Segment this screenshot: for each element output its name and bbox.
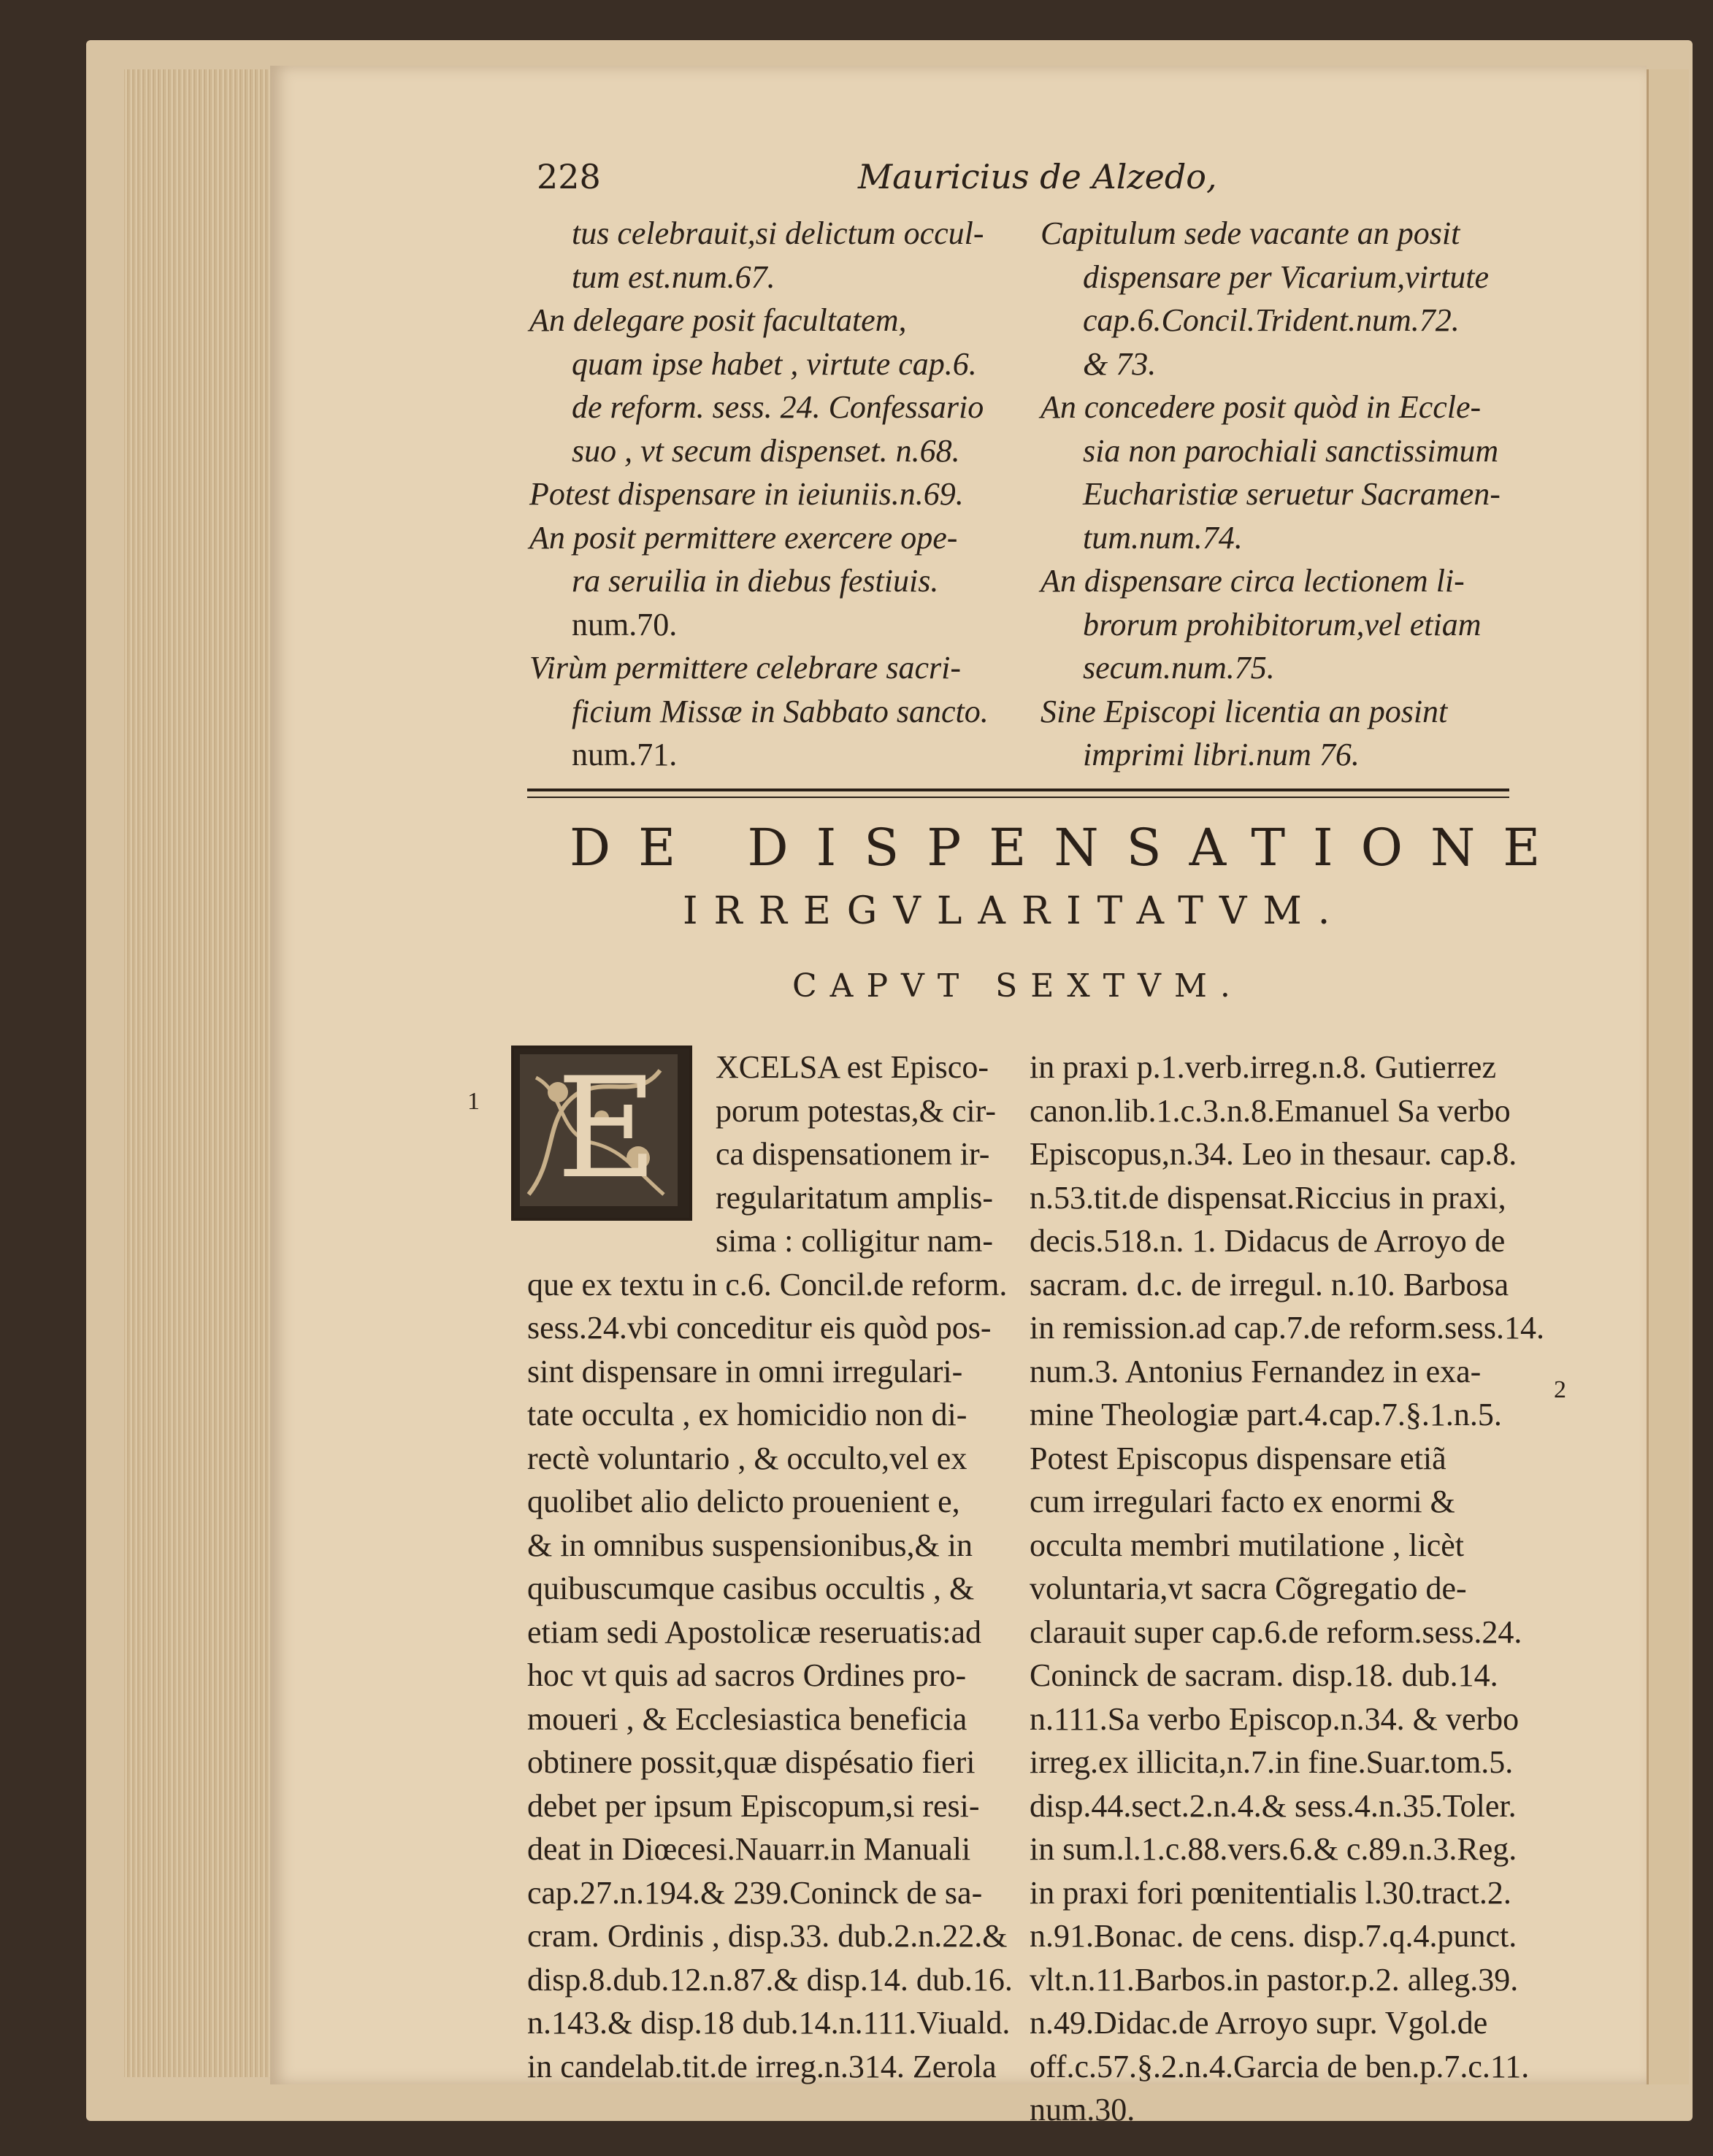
body-left-line: ca dispensationem ir- bbox=[716, 1136, 990, 1172]
body-right-line: clarauit super cap.6.de reform.sess.24. bbox=[1030, 1614, 1522, 1650]
body-right-line: num.3. Antonius Fernandez in exa- bbox=[1030, 1353, 1482, 1389]
body-right-line: occulta membri mutilatione , licèt bbox=[1030, 1527, 1465, 1563]
section-divider bbox=[527, 789, 1509, 798]
toc-right-line: Capitulum sede vacante an posit bbox=[1041, 215, 1460, 251]
toc-right-line: brorum prohibitorum,vel etiam bbox=[1083, 606, 1482, 642]
body-left-line: moueri , & Ecclesiastica beneficia bbox=[527, 1700, 967, 1737]
body-right-line: in sum.l.1.c.88.vers.6.& c.89.n.3.Reg. bbox=[1030, 1831, 1517, 1867]
body-right-line: off.c.57.§.2.n.4.Garcia de ben.p.7.c.11. bbox=[1030, 2048, 1530, 2084]
section-subtitle: IRREGVLARITATVM. bbox=[683, 889, 1346, 933]
body-left-line: obtinere possit,quæ dispésatio fieri bbox=[527, 1744, 976, 1780]
toc-right-line: An concedere posit quòd in Eccle- bbox=[1041, 389, 1482, 425]
toc-right-line: Sine Episcopi licentia an posint bbox=[1041, 693, 1448, 729]
body-left-line: tate occulta , ex homicidio non di- bbox=[527, 1397, 967, 1432]
toc-right-column bbox=[1041, 212, 1515, 777]
page-header bbox=[537, 157, 1515, 208]
body-left-line: in candelab.tit.de irreg.n.314. Zerola bbox=[527, 2048, 997, 2084]
body-right-line: n.49.Didac.de Arroyo supr. Vgol.de bbox=[1030, 2005, 1488, 2041]
body-right-line: canon.lib.1.c.3.n.8.Emanuel Sa verbo bbox=[1030, 1092, 1511, 1129]
page-edges bbox=[124, 69, 270, 2077]
running-title: Mauricius de Alzedo, bbox=[858, 157, 1217, 196]
margin-number-2: 2 bbox=[1554, 1376, 1566, 1403]
toc-left-line: ficium Missæ in Sabbato sancto. bbox=[572, 693, 989, 729]
page-number: 228 bbox=[537, 157, 601, 196]
body-right-line: Episcopus,n.34. Leo in thesaur. cap.8. bbox=[1030, 1136, 1517, 1172]
body-right-line: n.111.Sa verbo Episcop.n.34. & verbo bbox=[1030, 1700, 1520, 1737]
body-left-line: sint dispensare in omni irregulari- bbox=[527, 1353, 963, 1389]
toc-left-line: An posit permittere exercere ope- bbox=[529, 519, 958, 556]
toc-left-line: An delegare posit facultatem, bbox=[529, 302, 907, 338]
toc-right-line: Eucharistiæ seruetur Sacramen- bbox=[1083, 476, 1501, 512]
toc-left-line: ra seruilia in diebus festiuis. bbox=[572, 563, 939, 599]
body-right-line: n.91.Bonac. de cens. disp.7.q.4.punct. bbox=[1030, 1918, 1517, 1954]
toc-right-line: cap.6.Concil.Trident.num.72. bbox=[1083, 302, 1460, 338]
toc-left-line: tum est.num.67. bbox=[572, 258, 775, 295]
body-right-line: n.53.tit.de dispensat.Riccius in praxi, bbox=[1030, 1179, 1506, 1216]
body-left-line: cap.27.n.194.& 239.Coninck de sa- bbox=[527, 1874, 983, 1911]
body-right-line: Coninck de sacram. disp.18. dub.14. bbox=[1030, 1657, 1498, 1693]
body-right-column bbox=[1030, 1046, 1545, 2132]
body-left-line: rectè voluntario , & occulto,vel ex bbox=[527, 1440, 967, 1476]
body-right-line: decis.518.n. 1. Didacus de Arroyo de bbox=[1030, 1223, 1506, 1259]
toc-left-column bbox=[529, 212, 1015, 777]
toc-left-line: Virùm permittere celebrare sacri- bbox=[529, 650, 961, 686]
body-right-line: irreg.ex illicita,n.7.in fine.Suar.tom.5. bbox=[1030, 1744, 1514, 1780]
facing-page-edge bbox=[1647, 69, 1689, 2084]
body-left-line: etiam sedi Apostolicæ reseruatis:ad bbox=[527, 1614, 981, 1650]
toc-left-line: quam ipse habet , virtute cap.6. bbox=[572, 345, 977, 382]
body-left-line: regularitatum amplis- bbox=[716, 1179, 993, 1216]
section-title: DE DISPENSATIONE bbox=[570, 818, 1568, 878]
toc-left-line: tus celebrauit,si delictum occul- bbox=[572, 215, 984, 251]
toc-right-line: dispensare per Vicarium,virtute bbox=[1083, 258, 1490, 295]
body-right-line: vlt.n.11.Barbos.in pastor.p.2. alleg.39. bbox=[1030, 1961, 1519, 1998]
body-right-line: in praxi fori pœnitentialis l.30.tract.2. bbox=[1030, 1874, 1511, 1911]
body-right-line: in praxi p.1.verb.irreg.n.8. Gutierrez bbox=[1030, 1049, 1496, 1085]
body-left-line: cram. Ordinis , disp.33. dub.2.n.22.& bbox=[527, 1918, 1008, 1954]
toc-right-line: tum.num.74. bbox=[1083, 519, 1243, 556]
body-left-line: n.143.& disp.18 dub.14.n.111.Viuald. bbox=[527, 2005, 1011, 2041]
body-right-line: voluntaria,vt sacra Cõgregatio de- bbox=[1030, 1570, 1467, 1606]
body-right-line: sacram. d.c. de irregul. n.10. Barbosa bbox=[1030, 1266, 1509, 1303]
body-left-line: disp.8.dub.12.n.87.& disp.14. dub.16. bbox=[527, 1961, 1013, 1998]
body-left-line: deat in Diœcesi.Nauarr.in Manuali bbox=[527, 1831, 971, 1867]
body-right-line: disp.44.sect.2.n.4.& sess.4.n.35.Toler. bbox=[1030, 1787, 1517, 1824]
body-left-line: XCELSA est Episco- bbox=[716, 1049, 989, 1085]
toc-right-line: secum.num.75. bbox=[1083, 650, 1275, 686]
body-right-line: num.30. bbox=[1030, 2092, 1135, 2128]
body-right-line: cum irregulari facto ex enormi & bbox=[1030, 1484, 1455, 1519]
body-left-line: hoc vt quis ad sacros Ordines pro- bbox=[527, 1657, 967, 1693]
body-right-line: mine Theologiæ part.4.cap.7.§.1.n.5. bbox=[1030, 1397, 1502, 1432]
toc-left-line: suo , vt secum dispenset. n.68. bbox=[572, 432, 960, 469]
toc-right-line: & 73. bbox=[1083, 345, 1157, 382]
initial-letter: E bbox=[556, 1048, 658, 1209]
body-left-line: quolibet alio delicto prouenient e, bbox=[527, 1484, 960, 1519]
body-left-line: que ex textu in c.6. Concil.de reform. bbox=[527, 1266, 1008, 1303]
body-left-column bbox=[527, 1046, 1013, 2088]
body-right-line: in remission.ad cap.7.de reform.sess.14. bbox=[1030, 1310, 1545, 1346]
toc-left-line: Potest dispensare in ieiuniis.n.69. bbox=[529, 476, 964, 512]
toc-left-line: num.71. bbox=[572, 737, 678, 772]
toc-right-line: imprimi libri.num 76. bbox=[1083, 737, 1360, 772]
body-left-line: sess.24.vbi conceditur eis quòd pos- bbox=[527, 1310, 992, 1346]
body-left-line: & in omnibus suspensionibus,& in bbox=[527, 1527, 973, 1563]
toc-left-line: num.70. bbox=[572, 606, 678, 642]
body-left-line: debet per ipsum Episcopum,si resi- bbox=[527, 1787, 980, 1824]
toc-right-line: sia non parochiali sanctissimum bbox=[1083, 432, 1499, 469]
body-right-line: Potest Episcopus dispensare etiã bbox=[1030, 1440, 1446, 1476]
body-left-line: quibuscumque casibus occultis , & bbox=[527, 1570, 975, 1606]
body-left-line: porum potestas,& cir- bbox=[716, 1092, 997, 1129]
chapter-heading: CAPVT SEXTVM. bbox=[792, 967, 1243, 1005]
margin-number-1: 1 bbox=[467, 1088, 480, 1115]
toc-right-line: An dispensare circa lectionem li- bbox=[1041, 563, 1465, 599]
toc-left-line: de reform. sess. 24. Confessario bbox=[572, 389, 984, 425]
body-left-line: sima : colligitur nam- bbox=[716, 1223, 994, 1259]
